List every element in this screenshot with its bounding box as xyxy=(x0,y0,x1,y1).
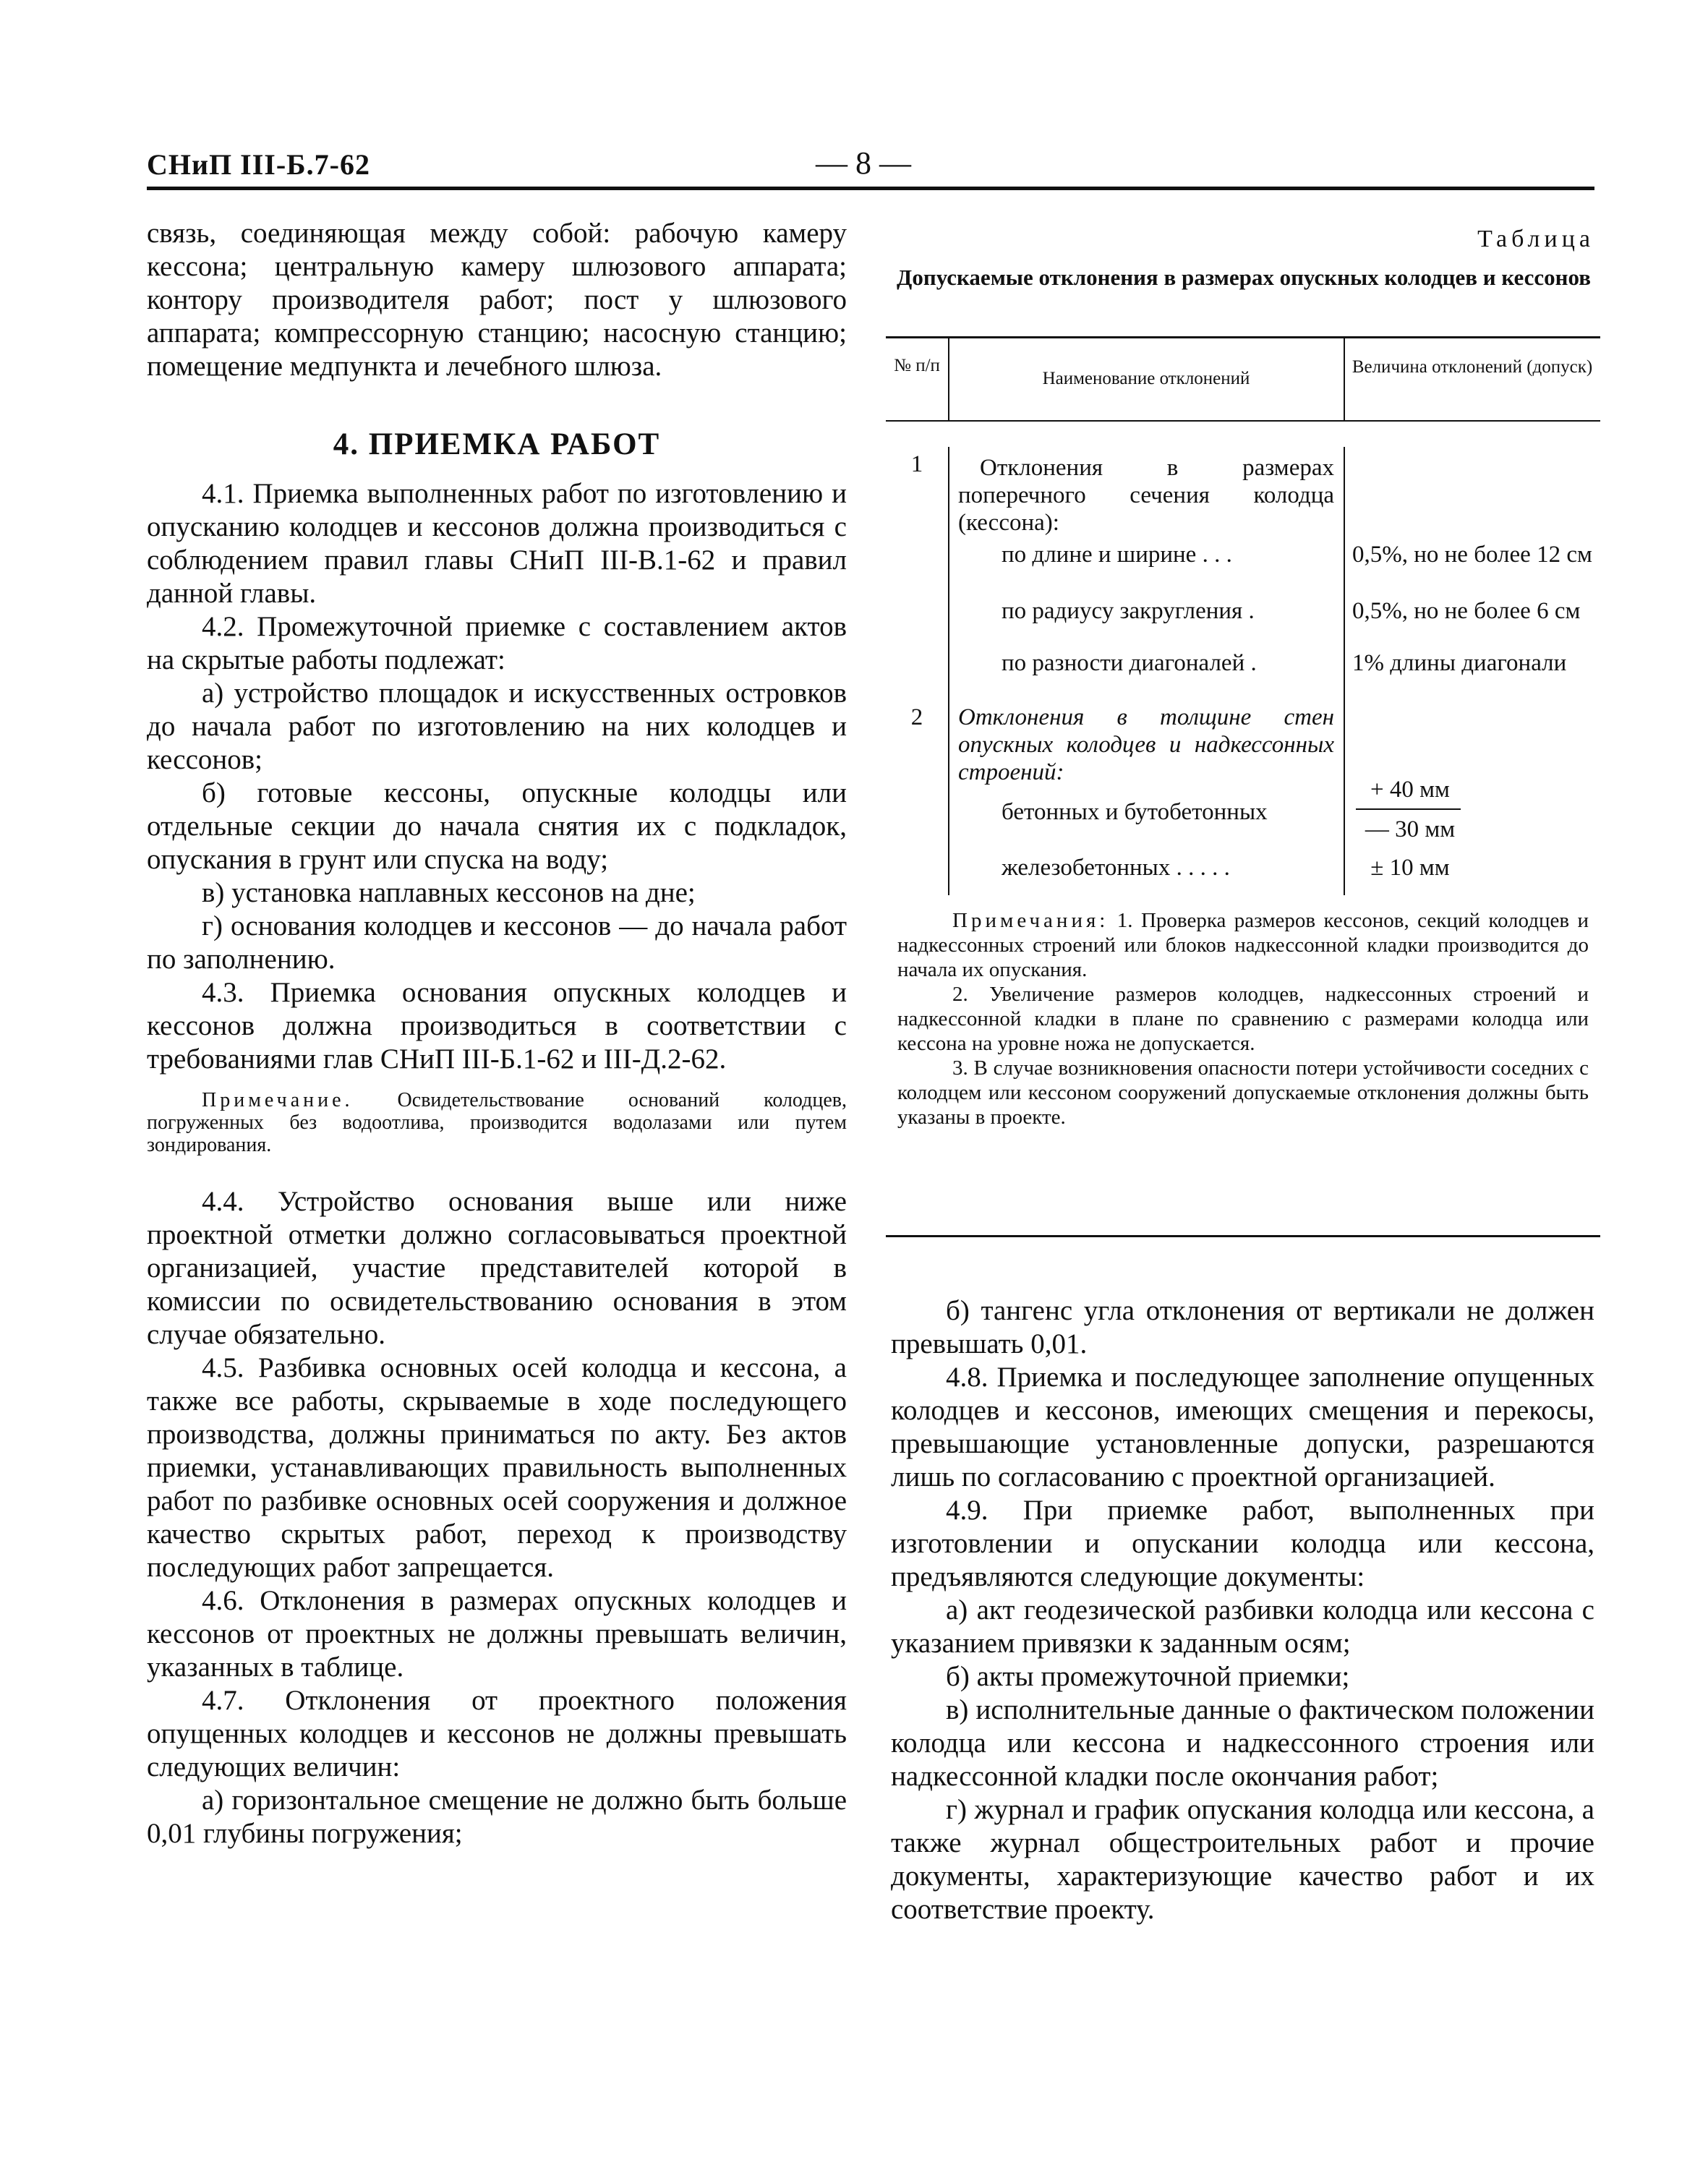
table-caption: Таблица xyxy=(1477,226,1594,252)
clause-4-2-a: а) устройство площадок и искусственных островков до начала работ по изготовлению на них колодцев и кессонов; xyxy=(147,678,847,775)
table-divider xyxy=(886,420,1600,422)
clause-4-2-c: в) установка наплавных кессонов на дне; xyxy=(202,877,696,908)
row-2a-value-plus: + 40 мм xyxy=(1370,777,1450,803)
clause-4-9: 4.9. При приемке работ, выполненных при изготовлении и опускании колодца или кессона, предъявляются следующие документы: xyxy=(891,1495,1594,1592)
column-header-number: № п/п xyxy=(894,356,940,375)
clause-4-9-b: б) акты промежуточной приемки; xyxy=(946,1661,1350,1692)
row-1c-name: по разности диагоналей . xyxy=(1002,650,1257,676)
clause-note xyxy=(147,1089,847,1156)
note-text: Освидетельствование оснований колодцев, погруженных без водоотлива, производится водолазами или путем зондирования. xyxy=(147,1089,847,1156)
row-1a-value: 0,5%, но не более 12 см xyxy=(1352,542,1592,568)
clause-4-9-a: а) акт геодезической разбивки колодца или кессона с указанием привязки к заданным осям; xyxy=(891,1594,1594,1659)
table-note-2: 2. Увеличение размеров колодцев, надкессонных строений и надкессонной кладки в плане по сравнению с размерами колодца или кессона на уровне ножа не допускается. xyxy=(897,983,1589,1055)
clause-4-7-b: б) тангенс угла отклонения от вертикали не должен превышать 0,01. xyxy=(891,1295,1594,1359)
row-1b-name: по радиусу закругления . xyxy=(1002,598,1255,624)
row-1b-value: 0,5%, но не более 6 см xyxy=(1352,598,1581,624)
table-note-3: 3. В случае возникновения опасности потери устойчивости соседних с колодцем или кессоном сооружений допускаемые отклонения должны быть указаны в проекте. xyxy=(897,1056,1589,1129)
clause-4-2: 4.2. Промежуточной приемке с составлением актов на скрытые работы подлежат: xyxy=(147,611,847,675)
clause-4-2-d: г) основания колодцев и кессонов — до начала работ по заполнению. xyxy=(147,910,847,975)
row-2b-name: железобетонных . . . . . xyxy=(1002,855,1230,881)
row-2-number: 2 xyxy=(910,704,923,730)
section-title: 4. ПРИЕМКА РАБОТ xyxy=(333,427,661,461)
row-1c-value: 1% длины диагонали xyxy=(1352,650,1567,676)
note-label: Примечание. xyxy=(202,1089,354,1111)
table-title: Допускаемые отклонения в размерах опускных колодцев и кессонов xyxy=(897,265,1591,290)
right-column xyxy=(891,1294,1594,1926)
column-header-value: Величина отклонений (допуск) xyxy=(1352,357,1593,377)
clause-4-4: 4.4. Устройство основания выше или ниже проектной отметки должно согласовываться проектной организацией, участие представителей которой в комиссии по освидетельствованию основания в этом случае обязательно. xyxy=(147,1186,847,1350)
row-2-title-text: Отклонения в толщине стен опускных колодцев и надкессонных строений: xyxy=(958,704,1334,785)
row-1a-name: по длине и ширине . . . xyxy=(1002,542,1232,568)
intro-paragraph: связь, соединяющая между собой: рабочую камеру кессона; центральную камеру шлюзового аппарата; контору производителя работ; пост у шлюзового аппарата; компрессорную станцию; насосную станцию; помещение медпункта и лечебного шлюза. xyxy=(147,218,847,382)
table-divider xyxy=(948,447,949,895)
row-2b-value: ± 10 мм xyxy=(1370,855,1450,881)
row-2-title xyxy=(958,704,1334,786)
table-notes xyxy=(897,908,1589,1129)
value-divider xyxy=(1356,808,1461,810)
left-column xyxy=(147,217,847,1850)
clause-4-6: 4.6. Отклонения в размерах опускных колодцев и кессонов от проектных не должны превышать величин, указанных в таблице. xyxy=(147,1585,847,1683)
header-rule xyxy=(147,187,1594,190)
table-note-1: 1. Проверка размеров кессонов, секций колодцев и надкессонных строений или блоков надкессонной кладки производится до начала их опускания. xyxy=(897,909,1589,981)
table-divider xyxy=(948,338,949,420)
clause-4-8: 4.8. Приемка и последующее заполнение опущенных колодцев и кессонов, имеющих смещения и перекосы, превышающие установленные допуски, разрешаются лишь по согласованию с проектной организацией. xyxy=(891,1362,1594,1492)
clause-4-9-c: в) исполнительные данные о фактическом положении колодца или кессона и надкессонного строения или надкессонной кладки после окончания работ; xyxy=(891,1694,1594,1792)
row-1-number: 1 xyxy=(910,451,923,477)
table-divider xyxy=(1344,447,1345,895)
clause-4-5: 4.5. Разбивка основных осей колодца и кессона, а также все работы, скрываемые в ходе последующего производства, должны приниматься по акту. Без актов приемки, устанавливающих правильность выполненных работ по разбивке основных осей сооружения и должное качество скрытых работ, переход к производству последующих работ запрещается. xyxy=(147,1352,847,1583)
column-header-name: Наименование отклонений xyxy=(1042,369,1250,388)
clause-4-3: 4.3. Приемка основания опускных колодцев и кессонов должна производиться в соответствии с требованиями глав СНиП III-Б.1-62 и III-Д.2-62. xyxy=(147,977,847,1075)
clause-4-2-b: б) готовые кессоны, опускные колодцы или отдельные секции до начала снятия их с подкладок, опускания в грунт или спуска на воду; xyxy=(147,777,847,875)
clause-4-1: 4.1. Приемка выполненных работ по изготовлению и опусканию колодцев и кессонов должна производиться с соблюдением правил главы СНиП III-В.1-62 и правил данной главы. xyxy=(147,478,847,609)
page-number: — 8 — xyxy=(816,145,911,181)
clause-4-7-a: а) горизонтальное смещение не должно быть больше 0,01 глубины погружения; xyxy=(147,1785,847,1849)
clause-4-7: 4.7. Отклонения от проектного положения опущенных колодцев и кессонов не должны превышать следующих величин: xyxy=(147,1685,847,1782)
table-notes-label: Примечания: xyxy=(952,909,1109,932)
deviation-table xyxy=(886,336,1600,1237)
document-code: СНиП III-Б.7-62 xyxy=(147,148,370,181)
row-1-title: Отклонения в размерах поперечного сечения колодца (кессона): xyxy=(958,455,1334,536)
clause-4-9-d: г) журнал и график опускания колодца или кессона, а также журнал общестроительных работ и прочие документы, характеризующие качество работ и их соответствие проекту. xyxy=(891,1794,1594,1925)
row-2a-name: бетонных и бутобетонных xyxy=(1002,799,1268,825)
row-2a-value-minus: — 30 мм xyxy=(1365,816,1456,842)
table-divider xyxy=(1344,338,1345,420)
